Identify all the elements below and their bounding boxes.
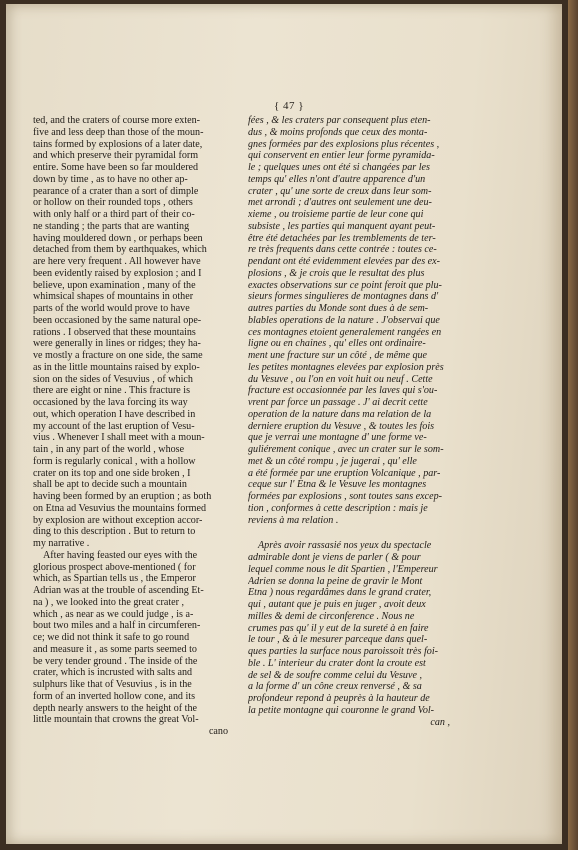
text-line: cano bbox=[208, 726, 228, 737]
text-line: les petites montagnes elevées par explosion près bbox=[248, 361, 444, 373]
text-line: fracture est occasionnée par les laves qui s'ou- bbox=[248, 385, 438, 397]
text-line: que je verrai une montagne d' une forme ve- bbox=[248, 432, 427, 444]
text-line: vius . Whenever I shall meet with a moun- bbox=[33, 432, 205, 444]
text-line: temps qu' elles n'ont d'autre apparence d'un bbox=[248, 173, 426, 185]
text-line: ce; we did not think it safe to go round bbox=[33, 632, 190, 643]
text-line: dus , & moins profonds que ceux des monta- bbox=[248, 126, 428, 138]
text-line: être été detachées par les tremblements de ter- bbox=[248, 232, 436, 244]
text-line: ted, and the craters of course more exten- bbox=[33, 115, 201, 126]
text-line: Etna ) nous regardâmes dans le grand crater, bbox=[248, 587, 432, 599]
text-line: or hollow on their rounded tops , others bbox=[33, 197, 193, 209]
text-line: there are eight or nine . This fracture is bbox=[33, 385, 191, 397]
text-line: ceque sur l' Etna & le Vesuve les montagnes bbox=[248, 479, 427, 491]
text-line: autres parties du Monde sont dues à de sem- bbox=[248, 303, 429, 314]
text-line: vrent par force un passage . J' ai decrit cette bbox=[248, 397, 428, 408]
text-line: pendant ont été evidemment elevées par des ex- bbox=[248, 256, 440, 267]
text-line: Après avoir rassasié nos yeux du spectacle bbox=[258, 540, 432, 552]
text-line: by explosion are without exception accor- bbox=[33, 514, 203, 526]
text-line: Adrian was at the trouble of ascending Et- bbox=[33, 585, 204, 596]
text-line: guliérement conique , avec un crater sur le som- bbox=[248, 444, 444, 455]
text-line: are here very frequent . All however have bbox=[33, 256, 201, 267]
text-line: form is regularly conical , with a hollow bbox=[33, 455, 196, 467]
text-line: le ; quelques unes ont été si changées par les bbox=[248, 162, 430, 173]
text-line: depth nearly answers to the height of the bbox=[33, 702, 197, 714]
text-line: tion , conformes à cette description : mais je bbox=[248, 502, 428, 514]
text-line: na ) , we looked into the great crater , bbox=[33, 596, 185, 608]
text-line: little mountain that crowns the great Vol- bbox=[33, 714, 199, 726]
text-line: milles & demi de circonference . Nous ne bbox=[248, 610, 415, 622]
text-line: shall be apt to decide such a mountain bbox=[33, 479, 187, 491]
text-line: ment une fracture sur un côté , de même que bbox=[248, 350, 428, 361]
text-line: Adrien se donna la peine de gravir le Mont bbox=[248, 575, 423, 587]
text-line: with only half or a third part of their co- bbox=[33, 209, 195, 220]
text-line: been evidently raised by explosion ; and I bbox=[33, 267, 202, 279]
text-line: down by time , as to have no other ap- bbox=[33, 173, 188, 185]
text-line: derniere eruption du Vesuve , & toutes les fois bbox=[248, 420, 435, 432]
text-line: be very tender ground . The inside of the bbox=[33, 655, 198, 667]
french-text-column bbox=[248, 115, 450, 728]
text-line: been occasioned by the same natural ope- bbox=[33, 314, 202, 326]
text-line: having mouldered down , or perhaps been bbox=[33, 232, 203, 244]
text-line: and measure it , as some parts seemed to bbox=[33, 643, 197, 655]
text-line: profondeur repond à peuprès à la hauteur de bbox=[248, 693, 430, 704]
text-line: exactes observations sur ce point feroit que plu- bbox=[248, 279, 442, 291]
text-line: parts of the world would prove to have bbox=[33, 303, 190, 314]
text-line: sulphurs like that of Vesuvius , is in the bbox=[33, 679, 192, 690]
text-line: crumes pas qu' il y eut de la sureté à en faire bbox=[248, 622, 429, 634]
text-line: operation de la nature dans ma relation de la bbox=[248, 408, 432, 420]
text-line: a la forme d' un cône creux renversé , & sa bbox=[248, 681, 422, 693]
paragraph-gap bbox=[248, 526, 450, 540]
text-line: having been formed by an eruption ; as both bbox=[33, 491, 212, 502]
text-line: reviens à ma relation . bbox=[248, 514, 339, 526]
text-line: plosions , & je crois que le resultat des plus bbox=[248, 267, 425, 279]
text-line: qui , autant que je puis en juger , avoit deux bbox=[248, 599, 426, 610]
text-line: de sel & de soufre comme celui du Vesuve , bbox=[248, 669, 422, 681]
text-line: were generally in lines or ridges; they ha- bbox=[33, 338, 201, 350]
text-line: ne standing ; the parts that are wanting bbox=[33, 220, 190, 232]
text-line: sion on the sides of Vesuvius , of which bbox=[33, 373, 193, 385]
text-line: crater , qu' une sorte de creux dans leur som- bbox=[248, 185, 432, 197]
text-line: ligne ou en chaines , qu' elles ont ordinaire- bbox=[248, 338, 426, 350]
text-line: ques parties la surface nous paroissoit très foi- bbox=[248, 646, 439, 657]
text-line: as in the little mountains raised by explo- bbox=[33, 361, 200, 373]
text-line: re très frequents dans cette contrée : toutes ce- bbox=[248, 244, 437, 256]
text-line: my narrative . bbox=[33, 538, 90, 549]
text-line: which , as near as we could judge , is a- bbox=[33, 608, 194, 620]
text-line: glorious prospect above-mentioned ( for bbox=[33, 561, 196, 573]
text-line: sieurs formes singulieres de montagnes dans d' bbox=[248, 291, 439, 303]
text-line: le tour , & à le mesurer parceque dans quel- bbox=[248, 634, 428, 646]
text-line: pearance of a crater than a sort of dimple bbox=[33, 185, 199, 197]
text-line: gnes formées par des explosions plus récentes , bbox=[248, 138, 440, 150]
text-line: can , bbox=[430, 716, 450, 728]
text-line: xieme , ou troisieme partie de leur cone qui bbox=[248, 209, 424, 220]
text-line: detached from them by earthquakes, which bbox=[33, 244, 207, 256]
text-line: and which preserve their pyramidal form bbox=[33, 150, 199, 162]
text-line: form of an inverted hollow cone, and its bbox=[33, 690, 196, 702]
text-line: my account of the last eruption of Vesu- bbox=[33, 420, 195, 432]
text-line: a été formée par une eruption Volcanique , par- bbox=[248, 467, 441, 479]
text-line: tains formed by explosions of a later date, bbox=[33, 138, 203, 150]
text-line: whimsical shapes of mountains in other bbox=[33, 291, 194, 303]
text-line: entire. Some have been so far mouldered bbox=[33, 162, 199, 173]
text-line: crater on its top and one side broken , I bbox=[33, 467, 191, 479]
text-line: which, as Spartian tells us , the Emperor bbox=[33, 573, 196, 585]
text-line: believe, upon examination , many of the bbox=[33, 279, 196, 291]
text-line: la petite montagne qui couronne le grand Vol- bbox=[248, 704, 435, 716]
text-line: ces montagnes etoient generalement rangées en bbox=[248, 326, 442, 338]
page-number-header: { 47 } bbox=[273, 100, 305, 112]
text-line: rations . I observed that these mountains bbox=[33, 326, 196, 338]
text-line: occasioned by the lava forcing its way bbox=[33, 397, 188, 408]
text-line: crater, which is incrusted with salts and bbox=[33, 667, 193, 679]
text-line: ble . L' interieur du crater dont la croute est bbox=[248, 657, 426, 669]
book-edge bbox=[568, 0, 578, 850]
text-line: formées par explosions , sont toutes sans excep- bbox=[248, 491, 442, 502]
text-line: du Vesuve , ou l'on en voit huit ou neuf . Cette bbox=[248, 373, 433, 385]
text-line: qui conservent en entier leur forme pyramida- bbox=[248, 150, 435, 162]
text-line: met & un côté rompu , je jugerai , qu' elle bbox=[248, 455, 417, 467]
text-line: subsiste , les parties qui manquent ayant peut- bbox=[248, 220, 436, 232]
text-line: blables operations de la nature . J'observai que bbox=[248, 314, 440, 326]
text-line: out, which operation I have described in bbox=[33, 408, 196, 420]
text-line: met arrondi ; d'autres ont seulement une deu- bbox=[248, 197, 432, 209]
text-line: tain , in any part of the world , whose bbox=[33, 444, 185, 455]
text-line: bout two miles and a half in circumferen- bbox=[33, 620, 201, 632]
text-line: ve mostly a fracture on one side, the same bbox=[33, 350, 203, 361]
text-line: ding to this description . But to return to bbox=[33, 526, 196, 538]
text-line: on Etna ad Vesuvius the mountains formed bbox=[33, 502, 207, 514]
text-line: admirable dont je viens de parler ( & pour bbox=[248, 552, 421, 563]
text-line: fées , & les craters par consequent plus eten- bbox=[248, 115, 431, 126]
text-line: After having feasted our eyes with the bbox=[43, 549, 198, 561]
text-line: five and less deep than those of the moun- bbox=[33, 126, 204, 138]
english-text-column bbox=[33, 115, 228, 738]
text-line: lequel comme nous le dit Spartien , l'Empereur bbox=[248, 563, 438, 575]
